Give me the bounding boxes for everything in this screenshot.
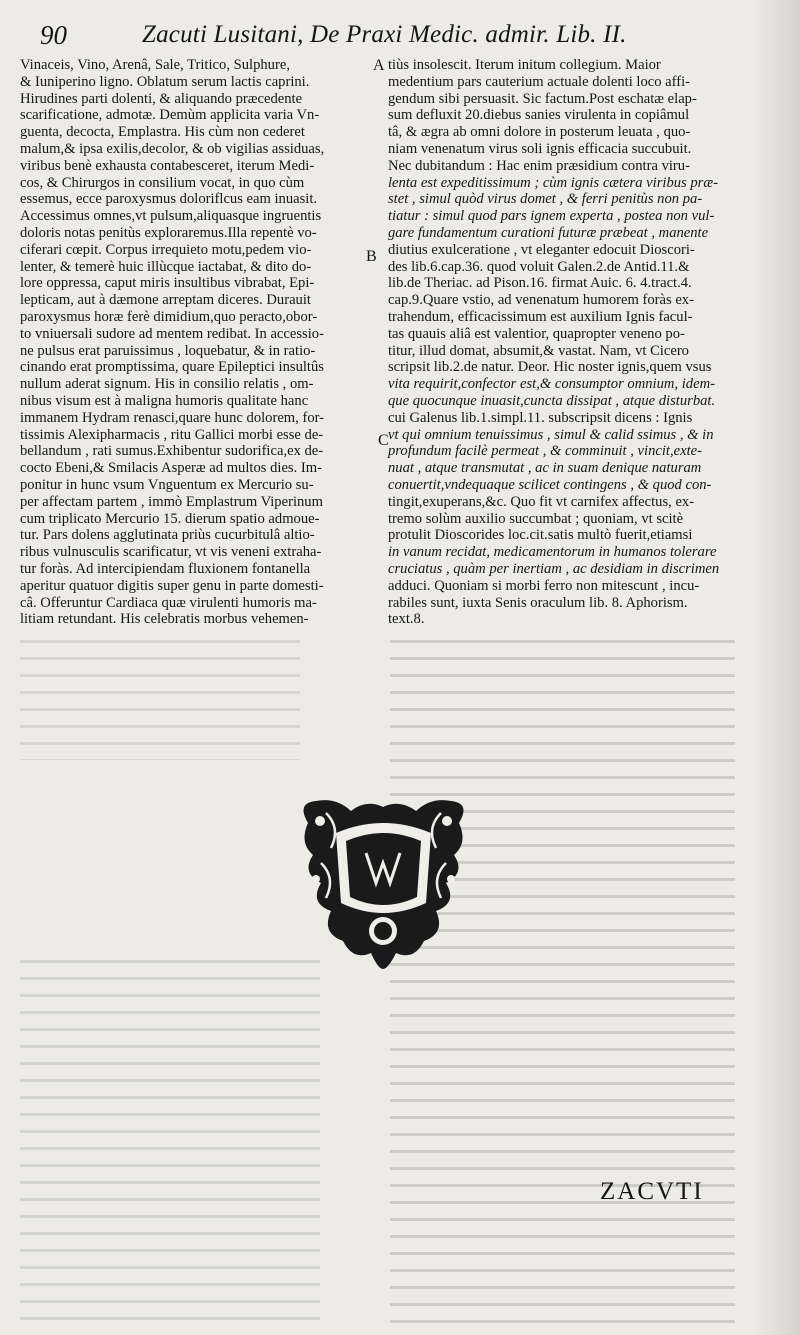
left-column-line: nullum aderat signum. His in consilio relatis , om- — [20, 376, 314, 393]
right-column-line: lib.de Theriac. ad Pison.16. firmat Auic. 6. 4.tract.4. — [388, 275, 692, 292]
left-column-line: viribus benè exhausta contabesceret, iterum Medi- — [20, 157, 315, 174]
right-column-line: titur, illud domat, absumit,& vastat. Nam, vt Cicero — [388, 342, 689, 359]
left-column-line: bellandum , rati sumus.Exhibentur sudorifica,ex de- — [20, 443, 324, 460]
left-column-line: tur foràs. Ad intercipiendam fluxionem fontanella — [20, 560, 311, 577]
catchword: ZACVTI — [600, 1178, 704, 1205]
right-column-line: tremo solùm auxilio succumbat ; quoniam, vt scitè — [388, 510, 684, 527]
right-column-line: trahendum, efficacissimum est auxilium Ignis facul- — [388, 308, 693, 325]
left-column-line: per affectam partem , immò Emplastrum Viperinum — [20, 493, 323, 510]
right-column-line: scripsit lib.2.de natur. Deor. Hic noster ignis,quem vsus — [388, 359, 712, 376]
right-text-column — [388, 57, 742, 628]
right-column-line: text.8. — [388, 611, 425, 628]
left-column-line: tur. Pars dolens agglutinata priùs cucurbitulâ altio- — [20, 527, 315, 544]
right-column-line: rabiles sunt, iuxta Senis oraculum lib. 8. Aphorism. — [388, 594, 688, 611]
left-column-line: litiam retundant. His celebratis morbus vehemen- — [20, 611, 309, 628]
left-column-line: guenta, decocta, Emplastra. His cùm non cederet — [20, 124, 305, 141]
right-column-line: Nec dubitandum : Hac enim præsidium contra viru- — [388, 157, 690, 174]
right-column-line: tâ, & ægra ab omni dolore in posterum leuata , quo- — [388, 124, 691, 141]
left-text-column — [20, 57, 368, 628]
left-column-line: ribus vulnusculis scarificatur, vt vis veneni extraha- — [20, 544, 322, 561]
page-gutter-shadow — [752, 0, 800, 1335]
right-column-line: adduci. Quoniam si morbi ferro non mitescunt , incu- — [388, 577, 700, 594]
left-column-line: nibus visum est à maligna humoris qualitate hanc — [20, 392, 309, 409]
right-column-line: cui Galenus lib.1.simpl.11. subscripsit dicens : Ignis — [388, 409, 693, 426]
left-column-line: ne pulsus erat paruissimus , loquebatur, & in ratio- — [20, 342, 316, 359]
right-column-line: cap.9.Quare vstio, ad venenatum humorem foràs ex- — [388, 292, 694, 309]
right-column-line: que quocunque inuasit,cuncta dissipat , atque disturbat. — [388, 392, 716, 409]
page-number: 90 — [40, 20, 67, 50]
right-column-line: vt qui omnium tenuissimus , simul & calid ssimus , & in — [388, 426, 714, 443]
left-column-line: & Iuniperino ligno. Oblatum serum lactis caprini. — [20, 73, 310, 90]
left-column-line: cocto Ebeni,& Smilacis Asperæ ad multos dies. Im- — [20, 460, 322, 477]
printers-ornament-tailpiece — [296, 793, 471, 969]
right-column-line: tiatur : simul quod pars ignem experta , postea non vul- — [388, 208, 715, 225]
right-column-line: niam venenatum virus soli ignis efficacia succubuit. — [388, 140, 692, 157]
left-column-line: paroxysmus horæ ferè dimidium,quo peracto,obor- — [20, 308, 318, 325]
right-column-line: protulit Dioscorides loc.cit.satis multò fuerit,etiamsi — [388, 527, 693, 544]
right-column-line: tiùs insolescit. Iterum initum collegium. Maior — [388, 57, 661, 73]
right-column-line: in vanum recidat, medicamentorum in humanos tolerare — [388, 544, 717, 561]
margin-letter-c: C — [378, 432, 389, 449]
right-column-line: stet , simul quòd virus domet , & ferri penitùs non pa- — [388, 191, 703, 208]
right-column-line: nuat , atque transmutat , ac in suam denique naturam — [388, 460, 702, 477]
left-column-line: cinando erat promptissima, quare Epileptici insultûs — [20, 359, 324, 376]
left-column-line: to vniuersali sudore ad mentem redibat. In accessio- — [20, 325, 324, 342]
left-column-line: doloris notas penitùs exploraremus.Illa repentè vo- — [20, 224, 317, 241]
left-column-line: tissimis Alexipharmacis , ritu Gallici morbi esse de- — [20, 426, 324, 443]
right-column-line: tingit,exuperans,&c. Quo fit vt carnifex affectus, ex- — [388, 493, 695, 510]
right-column-line: sum defluxit 20.diebus sanies virulenta in copiâmul — [388, 107, 690, 124]
right-column-line: des lib.6.cap.36. quod voluit Galen.2.de Antid.11.& — [388, 258, 690, 275]
left-column-line: ciferari cœpit. Corpus irrequieto motu,pedem vio- — [20, 241, 312, 258]
left-column-line: cum triplicato Mercurio 15. dierum spatio admoue- — [20, 510, 320, 527]
left-column-line: lepticam, aut à dæmone arreptam diceres. Durauit — [20, 292, 311, 309]
right-column-line: medentium pars cauterium actuale dolenti loco affi- — [388, 73, 691, 90]
right-column-line: lenta est expeditissimum ; cùm ignis cætera viribus præ- — [388, 174, 718, 191]
right-column-line: gendum sibi persuasit. Sic factum.Post eschatæ elap- — [388, 90, 697, 107]
right-column-line: diutius exulceratione , vt eleganter edocuit Dioscori- — [388, 241, 695, 258]
left-column-line: Hirudines parti dolenti, & aliquando præcedente — [20, 90, 303, 107]
left-column-line: lore oppressa, caput miris insultibus vibrabat, Epi- — [20, 275, 315, 292]
left-column-line: scarificatione, admotæ. Demùm applicita varia Vn- — [20, 107, 320, 124]
left-column-line: immanem Hydram renasci,quare hunc dolorem, for- — [20, 409, 325, 426]
left-column-line: lenter, & temerè huic illùcque iactabat, & dito do- — [20, 258, 312, 275]
left-column-line: essemus, ecce paroxysmus doloriflcus eam inuasit. — [20, 191, 318, 208]
left-column-line: malum,& ipsa exilis,decolor, & ob vigilias assiduas, — [20, 140, 325, 157]
bleed-through-text — [20, 640, 300, 760]
left-column-line: cos, & Chirurgos in consilium vocat, in quo cùm — [20, 174, 305, 191]
bleed-through-text — [20, 960, 320, 1330]
right-column-line: vita requirit,confector est,& consumptor omnium, idem- — [388, 376, 715, 393]
right-column-line: tas quauis aliâ est valentior, quapropter veneno po- — [388, 325, 685, 342]
right-column-line: cruciatus , quàm per inertiam , ac desidiam in discrimen — [388, 560, 720, 577]
left-column-line: Vinaceis, Vino, Arenâ, Sale, Tritico, Sulphure, — [20, 57, 290, 73]
right-column-line: gare fundamentum curationi futuræ præbeat , manente — [388, 224, 709, 241]
margin-letter-a: A — [373, 57, 385, 74]
left-column-line: ponitur in hunc vsum Vnguentum ex Mercurio su- — [20, 476, 314, 493]
margin-letter-b: B — [366, 248, 377, 265]
left-column-line: aperitur quatuor digitis super genu in parte domesti- — [20, 577, 324, 594]
right-column-line: conuertit,vndequaque scilicet contingens , & quod con- — [388, 476, 712, 493]
bleed-through-text — [390, 640, 735, 1330]
page-header — [40, 20, 740, 56]
right-column-line: profundum facilè permeat , & comminuit , vincit,exte- — [388, 443, 702, 460]
left-column-line: Accessimus omnes,vt pulsum,aliquasque ingruentis — [20, 208, 322, 225]
left-column-line: câ. Offeruntur Cardiaca quæ virulenti humoris ma- — [20, 594, 317, 611]
running-title: Zacuti Lusitani, De Praxi Medic. admir. Lib. II. — [142, 21, 627, 48]
